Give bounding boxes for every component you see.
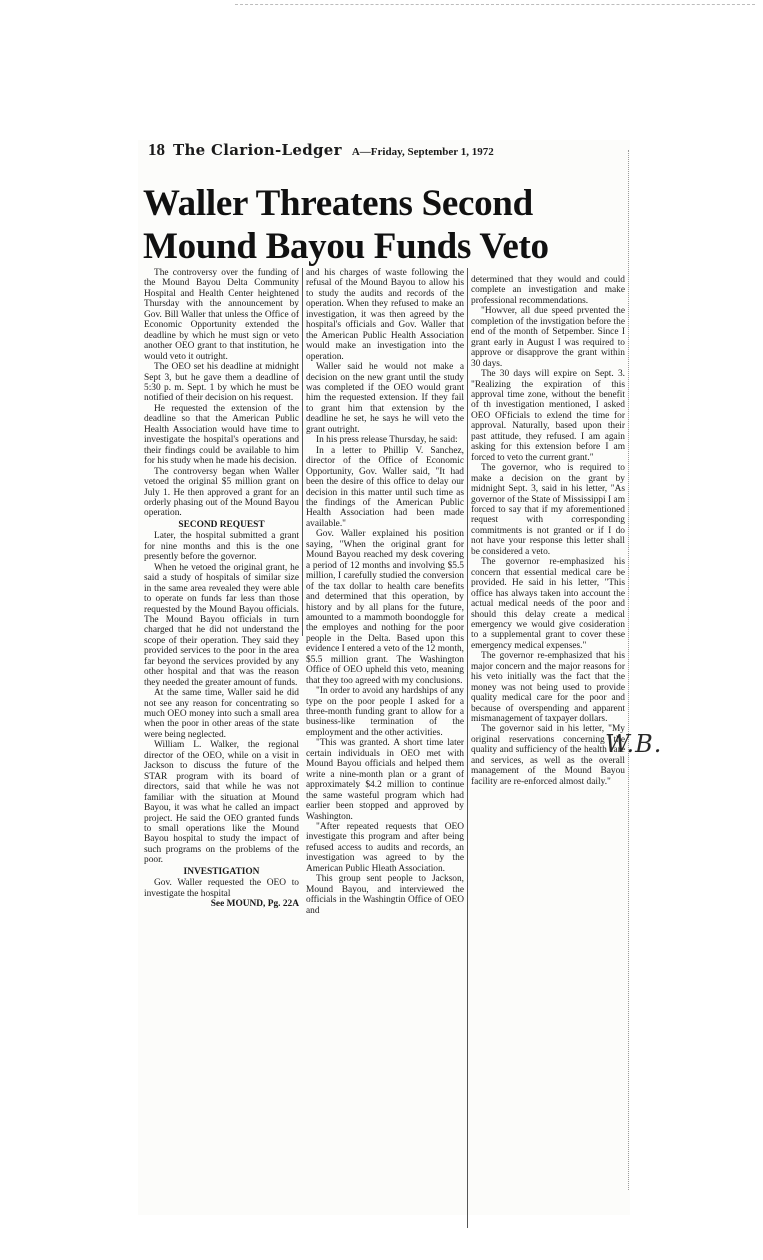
paragraph: This group sent people to Jackson, Mound Bayou, and interviewed the officials in the Washingtin Office of OEO and [306, 874, 464, 916]
paragraph: At the same time, Waller said he did not see any reason for concentrating so much OEO money into such a small area when the poor in other areas of the state were being neglected. [144, 688, 299, 740]
article-headline: Waller Threatens Second Mound Bayou Funds Veto [143, 183, 549, 267]
jump-line: See MOUND, Pg. 22A [210, 899, 299, 910]
article-column-3 [471, 275, 625, 787]
paragraph: In a letter to Phillip V. Sanchez, director of the Office of Economic Opportunity, Gov. Waller said, "It had been the desire of this office to delay our decision in this matter until such time as the findings of the American Public Health Association had been made available." [306, 445, 464, 529]
paragraph: The OEO set his deadline at midnight Sept 3, but he gave them a deadline of 5:30 p. m. Sept. 1 by which he must be notified of their decision on his request. [144, 362, 299, 404]
paragraph: The governor re-emphasized that his major concern and the major reasons for his veto initially was the fact that the money was not being used to provide quality medical care for the poor and because of overspending and apparent mismanagement of taxpayer dollars. [471, 651, 625, 725]
paragraph: The governor re-emphasized his concern that essential medical care be provided. He said in his letter, "This office has always taken into account the actual medical needs of the poor and should this delay create a medical emergency we would give cosideration to a supplemental grant to cover these emergency medical expenses." [471, 557, 625, 651]
column-rule-2 [467, 268, 468, 1228]
newspaper-clipping [138, 140, 630, 1215]
subhead-investigation: INVESTIGATION [183, 866, 260, 877]
paragraph: When he vetoed the original grant, he said a study of hospitals of similar size in the same area revealed they were able to operate on funds far less than those requested by the Mound Bayou officials. The Mound Bayou officials in turn charged that he did not understand the scope of their operation. They said they provided services to the poor in the area far beyond the services provided by any other hospital and that was the reason they needed the greater amount of funds. [144, 562, 299, 688]
clipping-right-edge [628, 150, 629, 1190]
paragraph: The governor said in his letter, "My original reservations concerning the quality and sufficiency of the health care and services, as well as the overall management of the Mound Bayou facility are re-enforced almost daily." [471, 724, 625, 787]
handwritten-initials: W.B. [605, 730, 663, 758]
paragraph: determined that they would and could complete an investigation and make professional recommendations. [471, 275, 625, 306]
paragraph: and his charges of waste following the refusal of the Mound Bayou to allow his to study the audits and records of the operation. When they refused to make an investigation, it was then agreed by the hospital's officials and Gov. Waller that the American Public Health Association would make an investigation into the operation. [306, 268, 464, 362]
newspaper-name: The Clarion-Ledger [173, 141, 342, 159]
column-rule-1 [302, 268, 303, 636]
scan-top-border [235, 4, 755, 5]
paragraph: Gov. Waller explained his position saying, "When the original grant for Mound Bayou reached my desk covering a period of 12 months and involving $5.5 million, I carefully studied the conversion of the tax dollar to health care benefits and determined that this operation, by history and by all plans for the future, amounted to a mammoth boondoggle for the employes and nothing for the poor people in the Delta. Based upon this evidence I entered a veto of the 12 month, $5.5 million grant. The Washington Office of OEO upheld this veto, meaning that they too agreed with my conclusions. [306, 529, 465, 686]
masthead [148, 140, 628, 166]
issue-date: A—Friday, September 1, 1972 [351, 146, 494, 158]
article-column-2 [306, 268, 464, 916]
paragraph: William L. Walker, the regional director of the OEO, while on a visit in Jackson to discuss the future of the STAR program with its board of directors, said that while he was not familiar with the situation at Mound Bayou, it was what he called an impact project. He said the OEO granted funds to small operations like the Mound Bayou hospital to study the impact of such programs on the problems of the poor. [144, 740, 299, 866]
subhead-second-request: SECOND REQUEST [178, 519, 265, 530]
paragraph: In his press release Thursday, he said: [316, 435, 458, 446]
paragraph: "In order to avoid any hardships of any type on the poor people I asked for a three-month funding grant to allow for a business-like termination of the employment and the other activities. [306, 686, 464, 738]
paragraph: Waller said he would not make a decision on the new grant until the study was completed if the OEO would grant him the requested extension. If they fail to grant him that extension by the deadline he set, he says he will veto the grant outright. [306, 362, 464, 435]
paragraph: The controversy over the funding of the Mound Bayou Delta Community Hospital and Health Center heightened Thursday with the announcement by Gov. Bill Waller that unless the Office of Economic Opportunity extended the deadline by which he must sign or veto another OEO grant to that institution, he would veto it outright. [144, 268, 299, 362]
paragraph: "After repeated requests that OEO investigate this program and after being refused access to audits and records, an investigation was agreed to by the American Public Hleath Association. [306, 822, 464, 874]
paragraph: Gov. Waller requested the OEO to investigate the hospital [144, 878, 299, 899]
paragraph: "This was granted. A short time later certain individuals in OEO met with Mound Bayou officials and helped them write a nine-month plan or a grant of approximately $4.2 million to continue the same wasteful program which had earlier been stopped and approved by Washington. [306, 738, 464, 822]
article-column-1 [144, 268, 299, 910]
paragraph: "Howver, all due speed prvented the completion of the invstigation before the end of the month of Setpember. Since I grant early in August I was required to approve or disapprove the grant within 30 days. [471, 306, 625, 369]
paragraph: The 30 days will expire on Sept. 3. "Realizing the expiration of this approval time zone, without the benefit of th investigation mentioned, I asked OEO OFficials to exlend the time for approval. Naturally, based upon their past attitude, they refused. I am again asking for this extension before I am forced to veto the current grant." [471, 369, 625, 463]
page-number: 18 [148, 140, 165, 159]
paragraph: The controversy began when Waller vetoed the original $5 million grant on July 1. He then approved a grant for an orderly phasing out of the Mound Bayou operation. [144, 466, 299, 519]
paragraph: Later, the hospital submitted a grant for nine months and this is the one presently before the governor. [144, 531, 299, 563]
paragraph: The governor, who is required to make a decision on the grant by midnight Sept. 3, said in his letter, "As governor of the State of Mississippi I am forced to say that if my aforementioned request with corresponding commitments is not granted or if I do not have your response this letter shall be considered a veto. [471, 463, 625, 557]
paragraph: He requested the extension of the deadline so that the American Public Health Association would have time to investigate the hospital's operations and their findings could be available to him for his study when he made his decision. [144, 403, 299, 467]
